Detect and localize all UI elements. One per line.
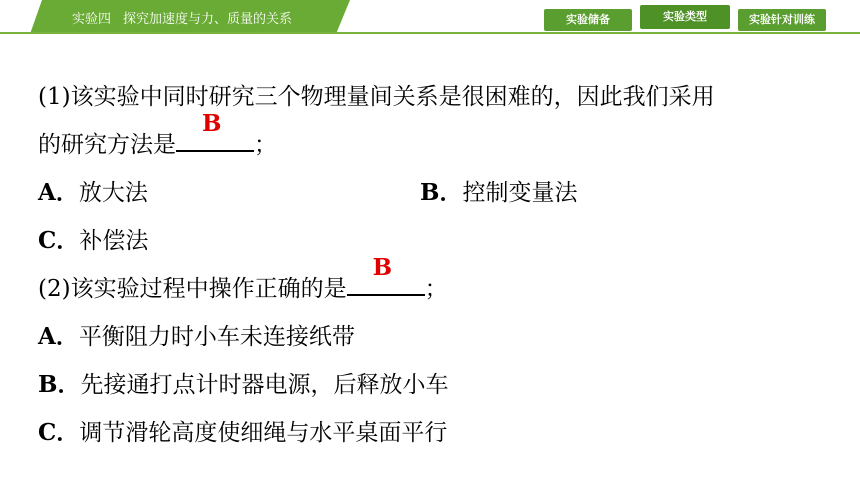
q1-option-a-letter: A． — [38, 179, 79, 206]
q1-option-a-text: 放大法 — [78, 180, 148, 206]
q1-option-b-text: 控制变量法 — [462, 180, 578, 206]
q2-option-a — [38, 318, 355, 351]
tab-experiment-types[interactable]: 实验类型 — [640, 5, 730, 29]
header-bar — [0, 0, 860, 34]
q1-option-c-text: 补偿法 — [79, 228, 149, 254]
q1-stem-line2 — [38, 110, 277, 159]
tab-experiment-preparation[interactable]: 实验储备 — [544, 9, 632, 31]
q1-stem-text: 的研究方法是 — [38, 132, 176, 158]
header-divider — [0, 32, 860, 34]
header-title — [72, 8, 292, 27]
q2-stem-end: ； — [424, 276, 448, 302]
q1-stem-line1: (1)该实验中同时研究三个物理量间关系是很困难的，因此我们采用 — [38, 84, 715, 110]
header-title-experiment: 实验四 — [72, 12, 112, 27]
q1-answer-blank — [176, 110, 254, 152]
q2-option-c-text: 调节滑轮高度使细绳与水平桌面平行 — [79, 420, 448, 446]
q2-stem-text: (2)该实验过程中操作正确的是 — [38, 276, 347, 302]
q2-option-b-letter: B． — [38, 371, 81, 398]
q1-option-c-letter: C． — [38, 227, 80, 254]
q2-option-a-text: 平衡阻力时小车未连接纸带 — [78, 324, 355, 350]
q2-option-c — [38, 414, 447, 447]
q2-stem — [38, 254, 448, 303]
q2-option-b — [38, 366, 448, 399]
q1-option-c — [38, 222, 148, 255]
q1-answer: B — [202, 110, 222, 137]
q1-option-b-letter: B． — [420, 179, 463, 206]
q2-answer-blank — [347, 254, 425, 296]
q2-answer: B — [372, 254, 393, 281]
q2-option-c-letter: C． — [38, 419, 80, 446]
q1-stem-end: ； — [254, 132, 277, 158]
q2-option-a-letter: A． — [38, 323, 79, 350]
tab-experiment-training[interactable]: 实验针对训练 — [738, 9, 826, 31]
q1-option-a — [38, 174, 148, 207]
q1-option-b — [420, 174, 577, 207]
q2-option-b-text: 先接通打点计时器电源，后释放小车 — [80, 372, 449, 398]
header-title-topic: 探究加速度与力、质量的关系 — [123, 12, 293, 27]
